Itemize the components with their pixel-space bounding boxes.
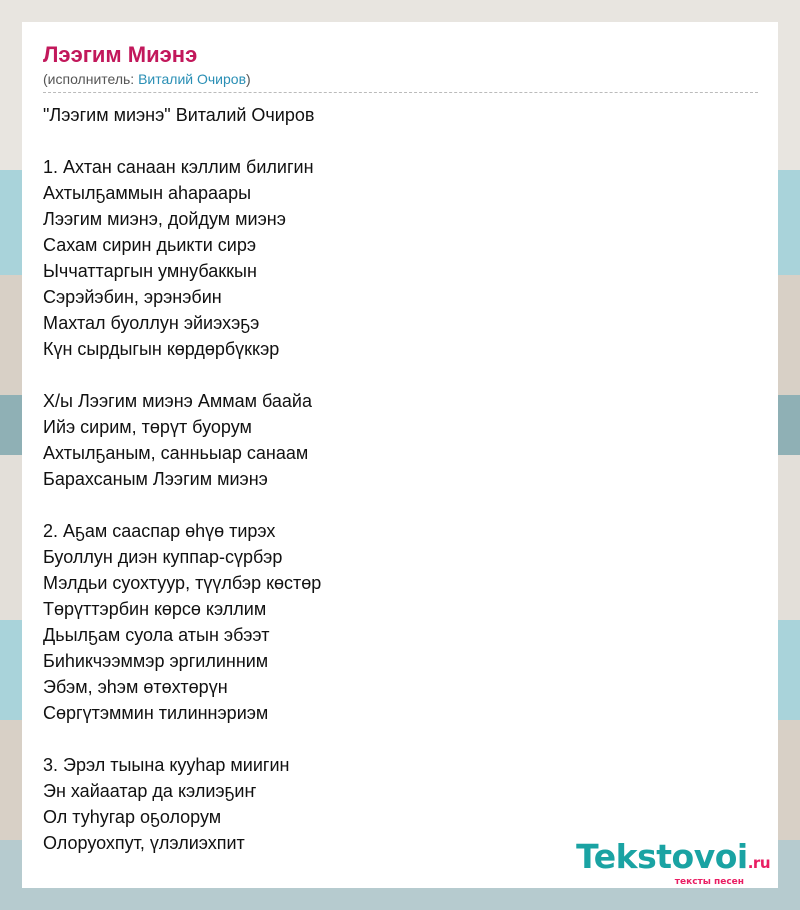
logo-wordmark	[576, 837, 770, 880]
lyric-line: Сахам сирин дьикти сирэ	[43, 235, 257, 255]
artist-suffix: )	[246, 71, 251, 87]
lyric-line: Ийэ сирим, төрүт буорум	[43, 417, 252, 437]
artist-link[interactable]: Виталий Очиров	[138, 71, 247, 87]
lyric-line: Биһикчээммэр эргилинним	[43, 651, 269, 671]
lyric-line: Барахсаным Лээгим миэнэ	[43, 469, 268, 489]
lyrics-card	[22, 22, 778, 888]
lyrics-text	[43, 102, 758, 856]
logo-tagline: тексты песен	[674, 877, 744, 887]
lyric-line: Лээгим миэнэ, дойдум миэнэ	[43, 209, 286, 229]
lyric-line: Ахтылҕаммын аһараары	[43, 183, 252, 203]
lyric-line: Мэлдьи суохтуур, түүлбэр көстөр	[43, 573, 322, 593]
lyric-line: Олоруохпут, үлэлиэхпит	[43, 833, 245, 853]
lyric-line: Эн хайаатар да кэлиэҕиҥ	[43, 781, 257, 801]
lyric-line: Ол туһугар оҕолорум	[43, 807, 222, 827]
lyric-line: Дьылҕам суола атын эбээт	[43, 625, 270, 645]
lyric-line: Сэрэйэбин, эрэнэбин	[43, 287, 222, 307]
lyric-line: Төрүттэрбин көрсө кэллим	[43, 599, 267, 619]
artist-line	[43, 69, 758, 93]
lyric-line: 2. Аҕам сааспар өһүө тирэх	[43, 521, 276, 541]
lyric-line: Күн сырдыгын көрдөрбүккэр	[43, 339, 280, 359]
lyric-line: Х/ы Лээгим миэнэ Аммам баайа	[43, 391, 312, 411]
lyric-line: 1. Ахтан санаан кэллим билигин	[43, 157, 314, 177]
lyric-line: Махтал буоллун эйиэхэҕэ	[43, 313, 260, 333]
lyric-line: 3. Эрэл тыына кууһар миигин	[43, 755, 290, 775]
page-title: Лээгим Миэнэ	[43, 42, 198, 67]
stanza-gap	[43, 128, 758, 154]
lyric-line: Эбэм, эһэм өтөхтөрүн	[43, 677, 228, 697]
logo-name: Tekstovoi	[576, 837, 748, 876]
lyric-line: Ахтылҕаным, санньыар санаам	[43, 443, 309, 463]
artist-prefix: (исполнитель:	[43, 71, 139, 87]
stanza-gap	[43, 362, 758, 388]
lyric-line: Ыччаттаргын умнубаккын	[43, 261, 257, 281]
lyric-line: Буоллун диэн куппар-сүрбэр	[43, 547, 283, 567]
site-logo[interactable]	[576, 837, 770, 887]
stanza-gap	[43, 492, 758, 518]
lyric-line: Сөргүтэммин тилиннэриэм	[43, 703, 269, 723]
stanza-gap	[43, 726, 758, 752]
lyric-line: "Лээгим миэнэ" Виталий Очиров	[43, 105, 315, 125]
logo-tld: .ru	[747, 854, 770, 872]
